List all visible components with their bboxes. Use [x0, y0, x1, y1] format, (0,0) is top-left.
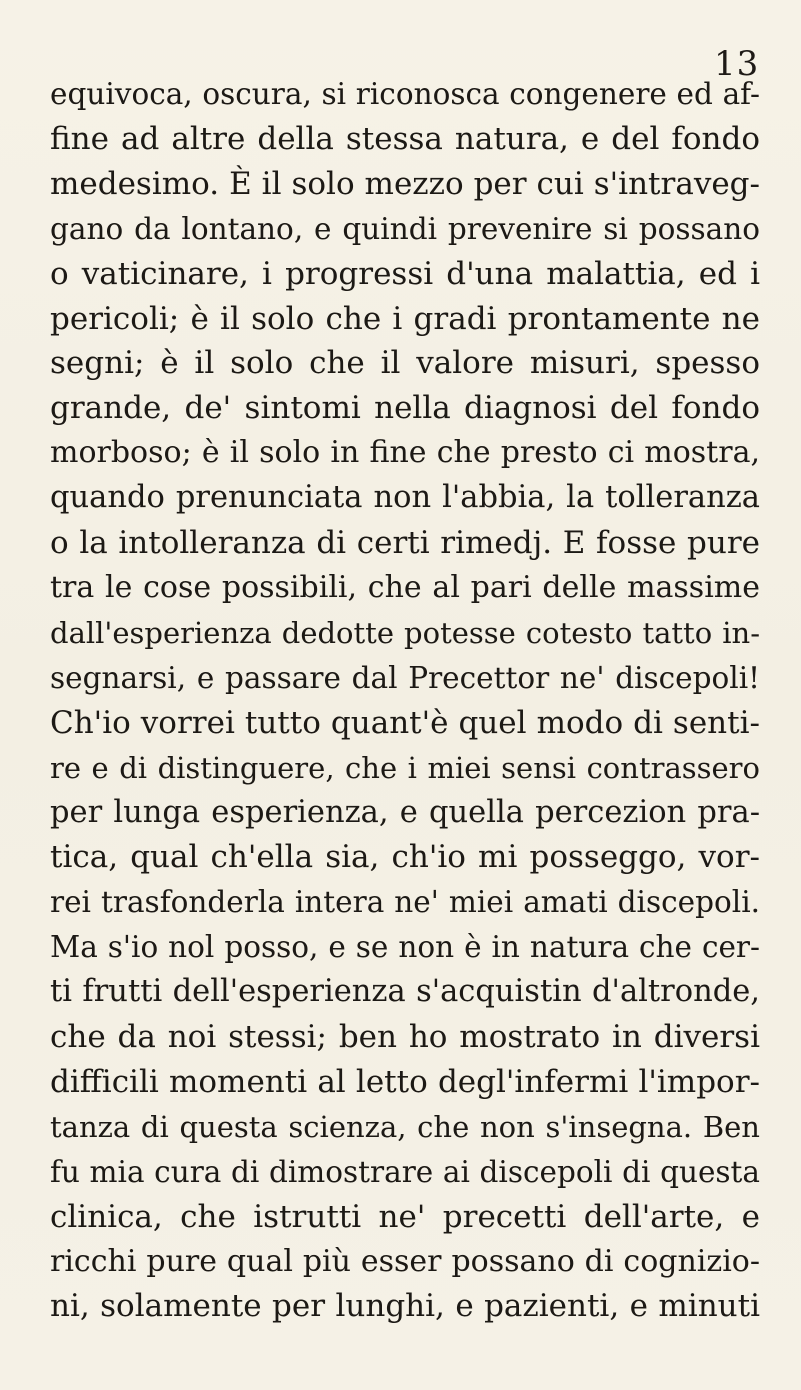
text-line: medesimo. È il solo mezzo per cui s'intraveg-: [50, 165, 760, 202]
text-line: tra le cose possibili, che al pari delle massime: [50, 569, 760, 605]
text-line: morboso; è il solo in fine che presto ci mostra,: [50, 435, 760, 471]
text-line: rei trasfonderla intera ne' miei amati discepoli.: [50, 885, 760, 920]
text-line: quando prenunciata non l'abbia, la tolleranza: [50, 480, 760, 516]
text-line: tanza di questa scienza, che non s'insegna. Ben: [50, 1109, 760, 1144]
text-line: ni, solamente per lunghi, e pazienti, e minuti: [50, 1288, 760, 1325]
text-line: dall'esperienza dedotte potesse cotesto tatto in-: [50, 615, 760, 650]
page-number: 13: [714, 44, 760, 84]
text-line: difficili momenti al letto degl'infermi l'impor-: [50, 1063, 760, 1100]
text-line: che da noi stessi; ben ho mostrato in diversi: [50, 1019, 760, 1056]
body-text: [50, 72, 760, 1329]
text-line: gano da lontano, e quindi prevenire si possano: [50, 211, 760, 246]
text-line: segni; è il solo che il valore misuri, spesso: [50, 345, 760, 382]
text-line: grande, de' sintomi nella diagnosi del fondo: [50, 390, 760, 427]
text-line: fine ad altre della stessa natura, e del fondo: [50, 120, 760, 157]
text-line: re e di distinguere, che i miei sensi contrassero: [50, 750, 760, 785]
text-line: equivoca, oscura, si riconosca congenere ed af-: [50, 77, 760, 111]
text-line: clinica, che istrutti ne' precetti dell'arte, e: [50, 1198, 760, 1235]
text-line: ricchi pure qual più esser possano di cognizio-: [50, 1243, 760, 1279]
text-line: fu mia cura di dimostrare ai discepoli di questa: [50, 1154, 760, 1189]
text-line: tica, qual ch'ella sia, ch'io mi posseggo, vor-: [50, 839, 760, 876]
text-line: o la intolleranza di certi rimedj. E fosse pure: [50, 525, 760, 562]
text-line: Ma s'io nol posso, e se non è in natura che cer-: [50, 930, 760, 965]
text-line: per lunga esperienza, e quella percezion pra-: [50, 794, 760, 830]
text-line: segnarsi, e passare dal Precettor ne' discepoli!: [50, 660, 760, 695]
text-line: Ch'io vorrei tutto quant'è quel modo di senti-: [50, 704, 760, 741]
text-line: o vaticinare, i progressi d'una malattia, ed i: [50, 255, 760, 292]
text-line: ti frutti dell'esperienza s'acquistin d'altronde,: [50, 974, 760, 1010]
text-line: pericoli; è il solo che i gradi prontamente ne: [50, 300, 760, 337]
